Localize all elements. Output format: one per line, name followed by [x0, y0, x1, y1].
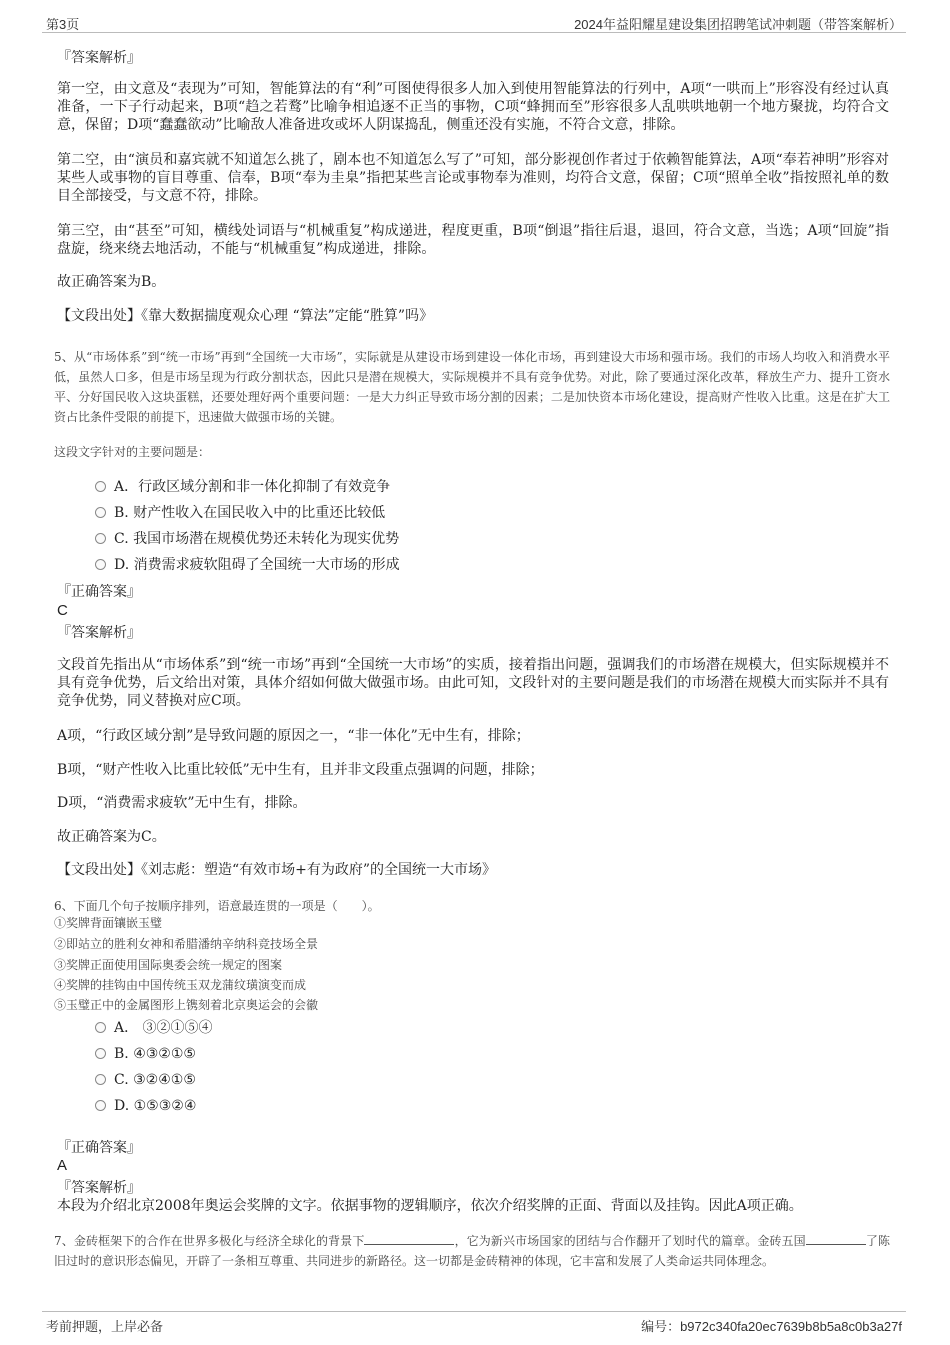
q4-conclusion: 故正确答案为B。: [57, 274, 166, 290]
answer-blank-1[interactable]: [364, 1232, 454, 1245]
q7-question-text: 7、金砖框架下的合作在世界多极化与经济全球化的背景下 ，它为新兴市场国家的团结与合作翻开了划时代的篇章。金砖五国 了陈旧过时的意识形态偏见，开辟了一条相互尊重、共同进步的新路径。这一切都是金砖精神的体现，它丰富和发展了人类命运共同体理念。: [54, 1234, 890, 1268]
radio-icon[interactable]: [95, 1048, 106, 1059]
q5-analysis-p3: B项，“财产性收入比重比较低”无中生有，且并非文段重点强调的问题，排除；: [57, 762, 544, 778]
document-title: 2024年益阳耀星建设集团招聘笔试冲刺题（带答案解析）: [574, 17, 902, 32]
radio-icon[interactable]: [95, 559, 106, 570]
q5-option-d[interactable]: D. 消费需求疲软阻碍了全国统一大市场的形成: [95, 556, 400, 574]
q5-analysis-label: 『答案解析』: [57, 625, 141, 641]
q6-sentence-5: ⑤玉璧正中的金属图形上镌刻着北京奥运会的会徽: [54, 998, 319, 1012]
radio-icon[interactable]: [95, 481, 106, 492]
q6-answer-label: 『正确答案』: [57, 1140, 141, 1156]
q5-analysis-p4: D项，“消费需求疲软”无中生有，排除。: [57, 795, 307, 811]
q6-question-text: 6、下面几个句子按顺序排列，语意最连贯的一项是（ ）。: [54, 899, 380, 913]
q5-answer-label: 『正确答案』: [57, 584, 141, 600]
document-id: 编号：b972c340fa20ec7639b8b5a8c0b3a27f: [641, 1319, 902, 1334]
q6-option-b[interactable]: B. ④③②①⑤: [95, 1045, 196, 1063]
q5-conclusion: 故正确答案为C。: [57, 829, 166, 845]
q4-source: 【文段出处】《靠大数据揣度观众心理 “算法”定能“胜算”吗》: [57, 308, 434, 324]
radio-icon[interactable]: [95, 507, 106, 518]
q4-analysis-p3: 第三空，由“甚至”可知，横线处词语与“机械重复”构成递进，程度更重，B项“倒退”指往后退，退回，符合文意，当选；A项“回旋”指盘旋，绕来绕去地活动，不能与“机械重复”构成递进，排除。: [57, 223, 889, 257]
q6-sentence-2: ②即站立的胜利女神和希腊潘纳辛纳科竞技场全景: [54, 937, 319, 951]
q5-analysis-p1: 文段首先指出从“市场体系”到“统一市场”再到“全国统一大市场”的实质，接着指出问题，强调我们的市场潜在规模大，但实际规模并不具有竞争优势，后文给出对策，具体介绍如何做大做强市场。由此可知，文段针对的主要问题是我们的市场潜在规模大而实际并不具有竞争优势，同义替换对应C项。: [57, 657, 889, 709]
radio-icon[interactable]: [95, 1100, 106, 1111]
page-footer: [42, 1311, 906, 1336]
page-header: [42, 12, 906, 33]
footer-slogan: 考前押题，上岸必备: [46, 1319, 164, 1334]
q6-option-d[interactable]: D. ①⑤③②④: [95, 1097, 196, 1115]
q6-analysis-label: 『答案解析』: [57, 1180, 141, 1196]
q5-option-c[interactable]: C. 我国市场潜在规模优势还未转化为现实优势: [95, 530, 399, 548]
radio-icon[interactable]: [95, 1022, 106, 1033]
q6-analysis: 本段为介绍北京2008年奥运会奖牌的文字。依据事物的逻辑顺序，依次介绍奖牌的正面、背面以及挂钩。因此A项正确。: [57, 1198, 803, 1214]
q4-analysis-p2: 第二空，由“演员和嘉宾就不知道怎么挑了，剧本也不知道怎么写了”可知，部分影视创作者过于依赖智能算法，A项“奉若神明”形容对某些人或事物的盲目尊重、信奉，B项“奉为圭臬”指把某些言论或事物奉为准则，均符合文意，保留；C项“照单全收”指按照礼单的数目全部接受，与文意不符，排除。: [57, 152, 889, 204]
q5-analysis-p2: A项，“行政区域分割”是导致问题的原因之一，“非一体化”无中生有，排除；: [57, 728, 530, 744]
q5-prompt: 这段文字针对的主要问题是：: [54, 445, 211, 459]
q5-answer: C: [57, 602, 68, 619]
radio-icon[interactable]: [95, 1074, 106, 1085]
q5-source: 【文段出处】《刘志彪：塑造“有效市场+有为政府”的全国统一大市场》: [57, 862, 497, 878]
q6-answer: A: [57, 1157, 68, 1174]
q4-analysis-p1: 第一空，由文意及“表现为”可知，智能算法的有“利”可图使得很多人加入到使用智能算法的行列中，A项“一哄而上”形容没有经过认真准备，一下子行动起来，B项“趋之若鹜”比喻争相追逐不正当的事物，C项“蜂拥而至”形容很多人乱哄哄地朝一个地方聚拢，均符合文意，保留；D项“蠢蠢欲动”比喻敌人准备进攻或坏人阴谋捣乱，侧重还没有实施，不符合文意，排除。: [57, 81, 889, 133]
page-number: 第3页: [46, 17, 80, 32]
q6-sentence-1: ①奖牌背面镶嵌玉璧: [54, 916, 163, 930]
q6-option-c[interactable]: C. ③②④①⑤: [95, 1071, 196, 1089]
q6-sentence-4: ④奖牌的挂钩由中国传统玉双龙蒲纹璜演变而成: [54, 978, 307, 992]
q5-option-b[interactable]: B. 财产性收入在国民收入中的比重还比较低: [95, 504, 385, 522]
q4-analysis-label: 『答案解析』: [57, 50, 141, 66]
q6-option-a[interactable]: A． ③②①⑤④: [95, 1019, 213, 1037]
answer-blank-2[interactable]: [806, 1232, 866, 1245]
q5-option-a[interactable]: A．行政区域分割和非一体化抑制了有效竞争: [95, 478, 390, 496]
q5-question-text: 5、从“市场体系”到“统一市场”再到“全国统一大市场”，实际就是从建设市场到建设一体化市场，再到建设大市场和强市场。我们的市场人均收入和消费水平低，虽然人口多，但是市场呈现为行政分割状态，因此只是潜在规模大，实际规模并不具有竞争优势。对此，除了要通过深化改革，释放生产力、提升工资水平、分好国民收入这块蛋糕，还要处理好两个重要问题：一是大力纠正导致市场分割的因素；二是加快资本市场化建设，提高财产性收入比重。这是在扩大工资占比条件受限的前提下，迅速做大做强市场的关键。: [54, 350, 890, 424]
radio-icon[interactable]: [95, 533, 106, 544]
q6-sentence-3: ③奖牌正面使用国际奥委会统一规定的图案: [54, 958, 283, 972]
